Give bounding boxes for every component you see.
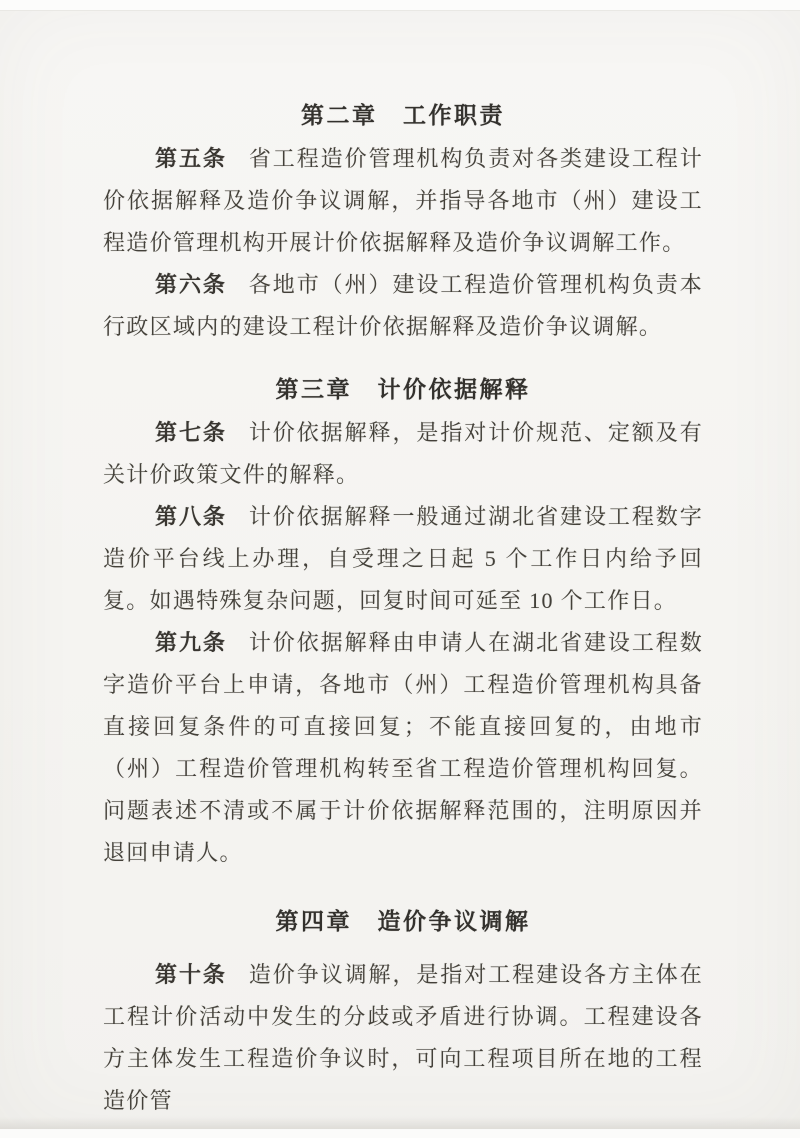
article-9-paragraph [103,622,703,874]
scan-bottom-edge-artifact [0,1129,800,1138]
article-5-text: 省工程造价管理机构负责对各类建设工程计价依据解释及造价争议调解，并指导各地市（州）建设工程造价管理机构开展计价依据解释及造价争议调解工作。 [103,146,704,255]
article-5-number: 第五条 [155,146,227,171]
article-5-paragraph [103,138,703,264]
article-8-text: 计价依据解释一般通过湖北省建设工程数字造价平台线上办理，自受理之日起 5 个工作日内给予回复。如遇特殊复杂问题，回复时间可延至 10 个工作日。 [103,504,704,613]
document-body [103,100,703,1122]
article-9-number: 第九条 [155,630,227,655]
chapter-3-heading: 第三章 计价依据解释 [275,376,531,402]
article-8-number: 第八条 [155,504,227,529]
article-7-number: 第七条 [155,420,227,445]
article-6-paragraph [103,264,703,348]
scan-top-edge-artifact [0,0,800,11]
article-9-text: 计价依据解释由申请人在湖北省建设工程数字造价平台上申请，各地市（州）工程造价管理机构具备直接回复条件的可直接回复；不能直接回复的，由地市（州）工程造价管理机构转至省工程造价管理机构回复。问题表述不清或不属于计价依据解释范围的，注明原因并退回申请人。 [103,630,704,865]
article-6-number: 第六条 [155,272,227,297]
article-8-paragraph [103,496,703,622]
article-10-text: 造价争议调解，是指对工程建设各方主体在工程计价活动中发生的分歧或矛盾进行协调。工程建设各方主体发生工程造价争议时，可向工程项目所在地的工程造价管 [103,962,704,1113]
article-10-paragraph [103,954,703,1122]
chapter-2-heading: 第二章 工作职责 [301,102,505,128]
article-10-number: 第十条 [155,962,227,987]
article-7-paragraph [103,412,703,496]
scan-bottom-shadow-artifact [0,1117,800,1129]
article-7-text: 计价依据解释，是指对计价规范、定额及有关计价政策文件的解释。 [103,420,704,487]
chapter-4-heading: 第四章 造价争议调解 [275,908,531,934]
article-6-text: 各地市（州）建设工程造价管理机构负责本行政区域内的建设工程计价依据解释及造价争议调解。 [103,272,704,339]
